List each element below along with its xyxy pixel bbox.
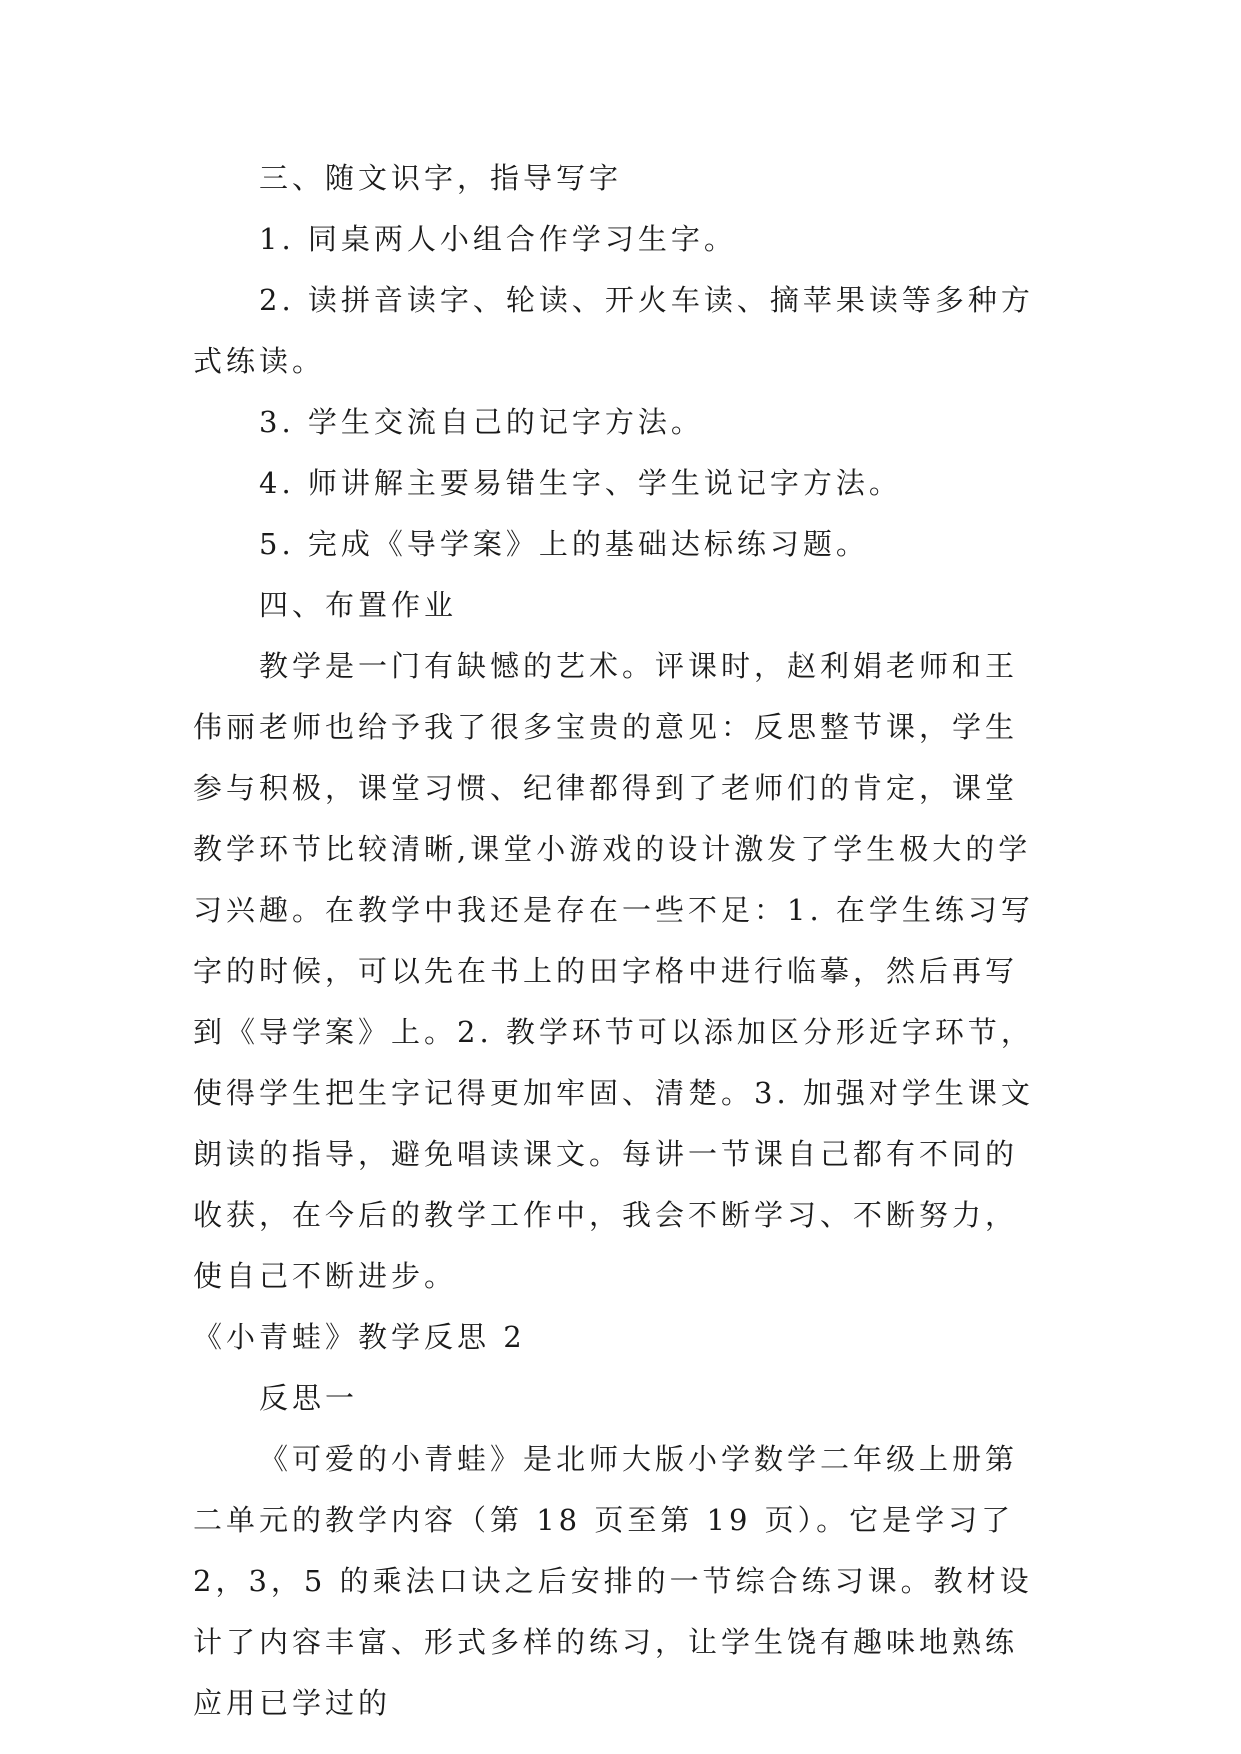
list-item-4: 4. 师讲解主要易错生字、学生说记字方法。 (259, 466, 902, 500)
subsection-heading: 反思一 (259, 1381, 359, 1415)
body-paragraph: 《可爱的小青蛙》是北师大版小学数学二年级上册第二单元的教学内容（第 18 页至第 19 页）。它是学习了 2，3，5 的乘法口诀之后安排的一节综合练习课。教材设计了内容丰富、形式多样的练习，让学生饶有趣味地熟练应用已学过的 (193, 1442, 1033, 1720)
list-item-5: 5. 完成《导学案》上的基础达标练习题。 (259, 527, 869, 561)
section-heading-4: 四、布置作业 (259, 588, 458, 622)
list-item-1: 1. 同桌两人小组合作学习生字。 (259, 222, 737, 256)
list-item-3: 3. 学生交流自己的记字方法。 (259, 405, 704, 439)
list-item-2: 2. 读拼音读字、轮读、开火车读、摘苹果读等多种方式练读。 (193, 283, 1034, 378)
document-body (193, 148, 1049, 1734)
reflection-paragraph: 教学是一门有缺憾的艺术。评课时，赵利娟老师和王伟丽老师也给予我了很多宝贵的意见：反思整节课，学生参与积极，课堂习惯、纪律都得到了老师们的肯定，课堂教学环节比较清晰,课堂小游戏的设计激发了学生极大的学习兴趣。在教学中我还是存在一些不足：1. 在学生练习写字的时候，可以先在书上的田字格中进行临摹，然后再写到《导学案》上。2. 教学环节可以添加区分形近字环节，使得学生把生字记得更加牢固、清楚。3. 加强对学生课文朗读的指导，避免唱读课文。每讲一节课自己都有不同的收获，在今后的教学工作中，我会不断学习、不断努力，使自己不断进步。 (193, 649, 1034, 1293)
section-heading-3: 三、随文识字，指导写字 (259, 161, 623, 195)
article-title: 《小青蛙》教学反思 2 (193, 1320, 526, 1354)
